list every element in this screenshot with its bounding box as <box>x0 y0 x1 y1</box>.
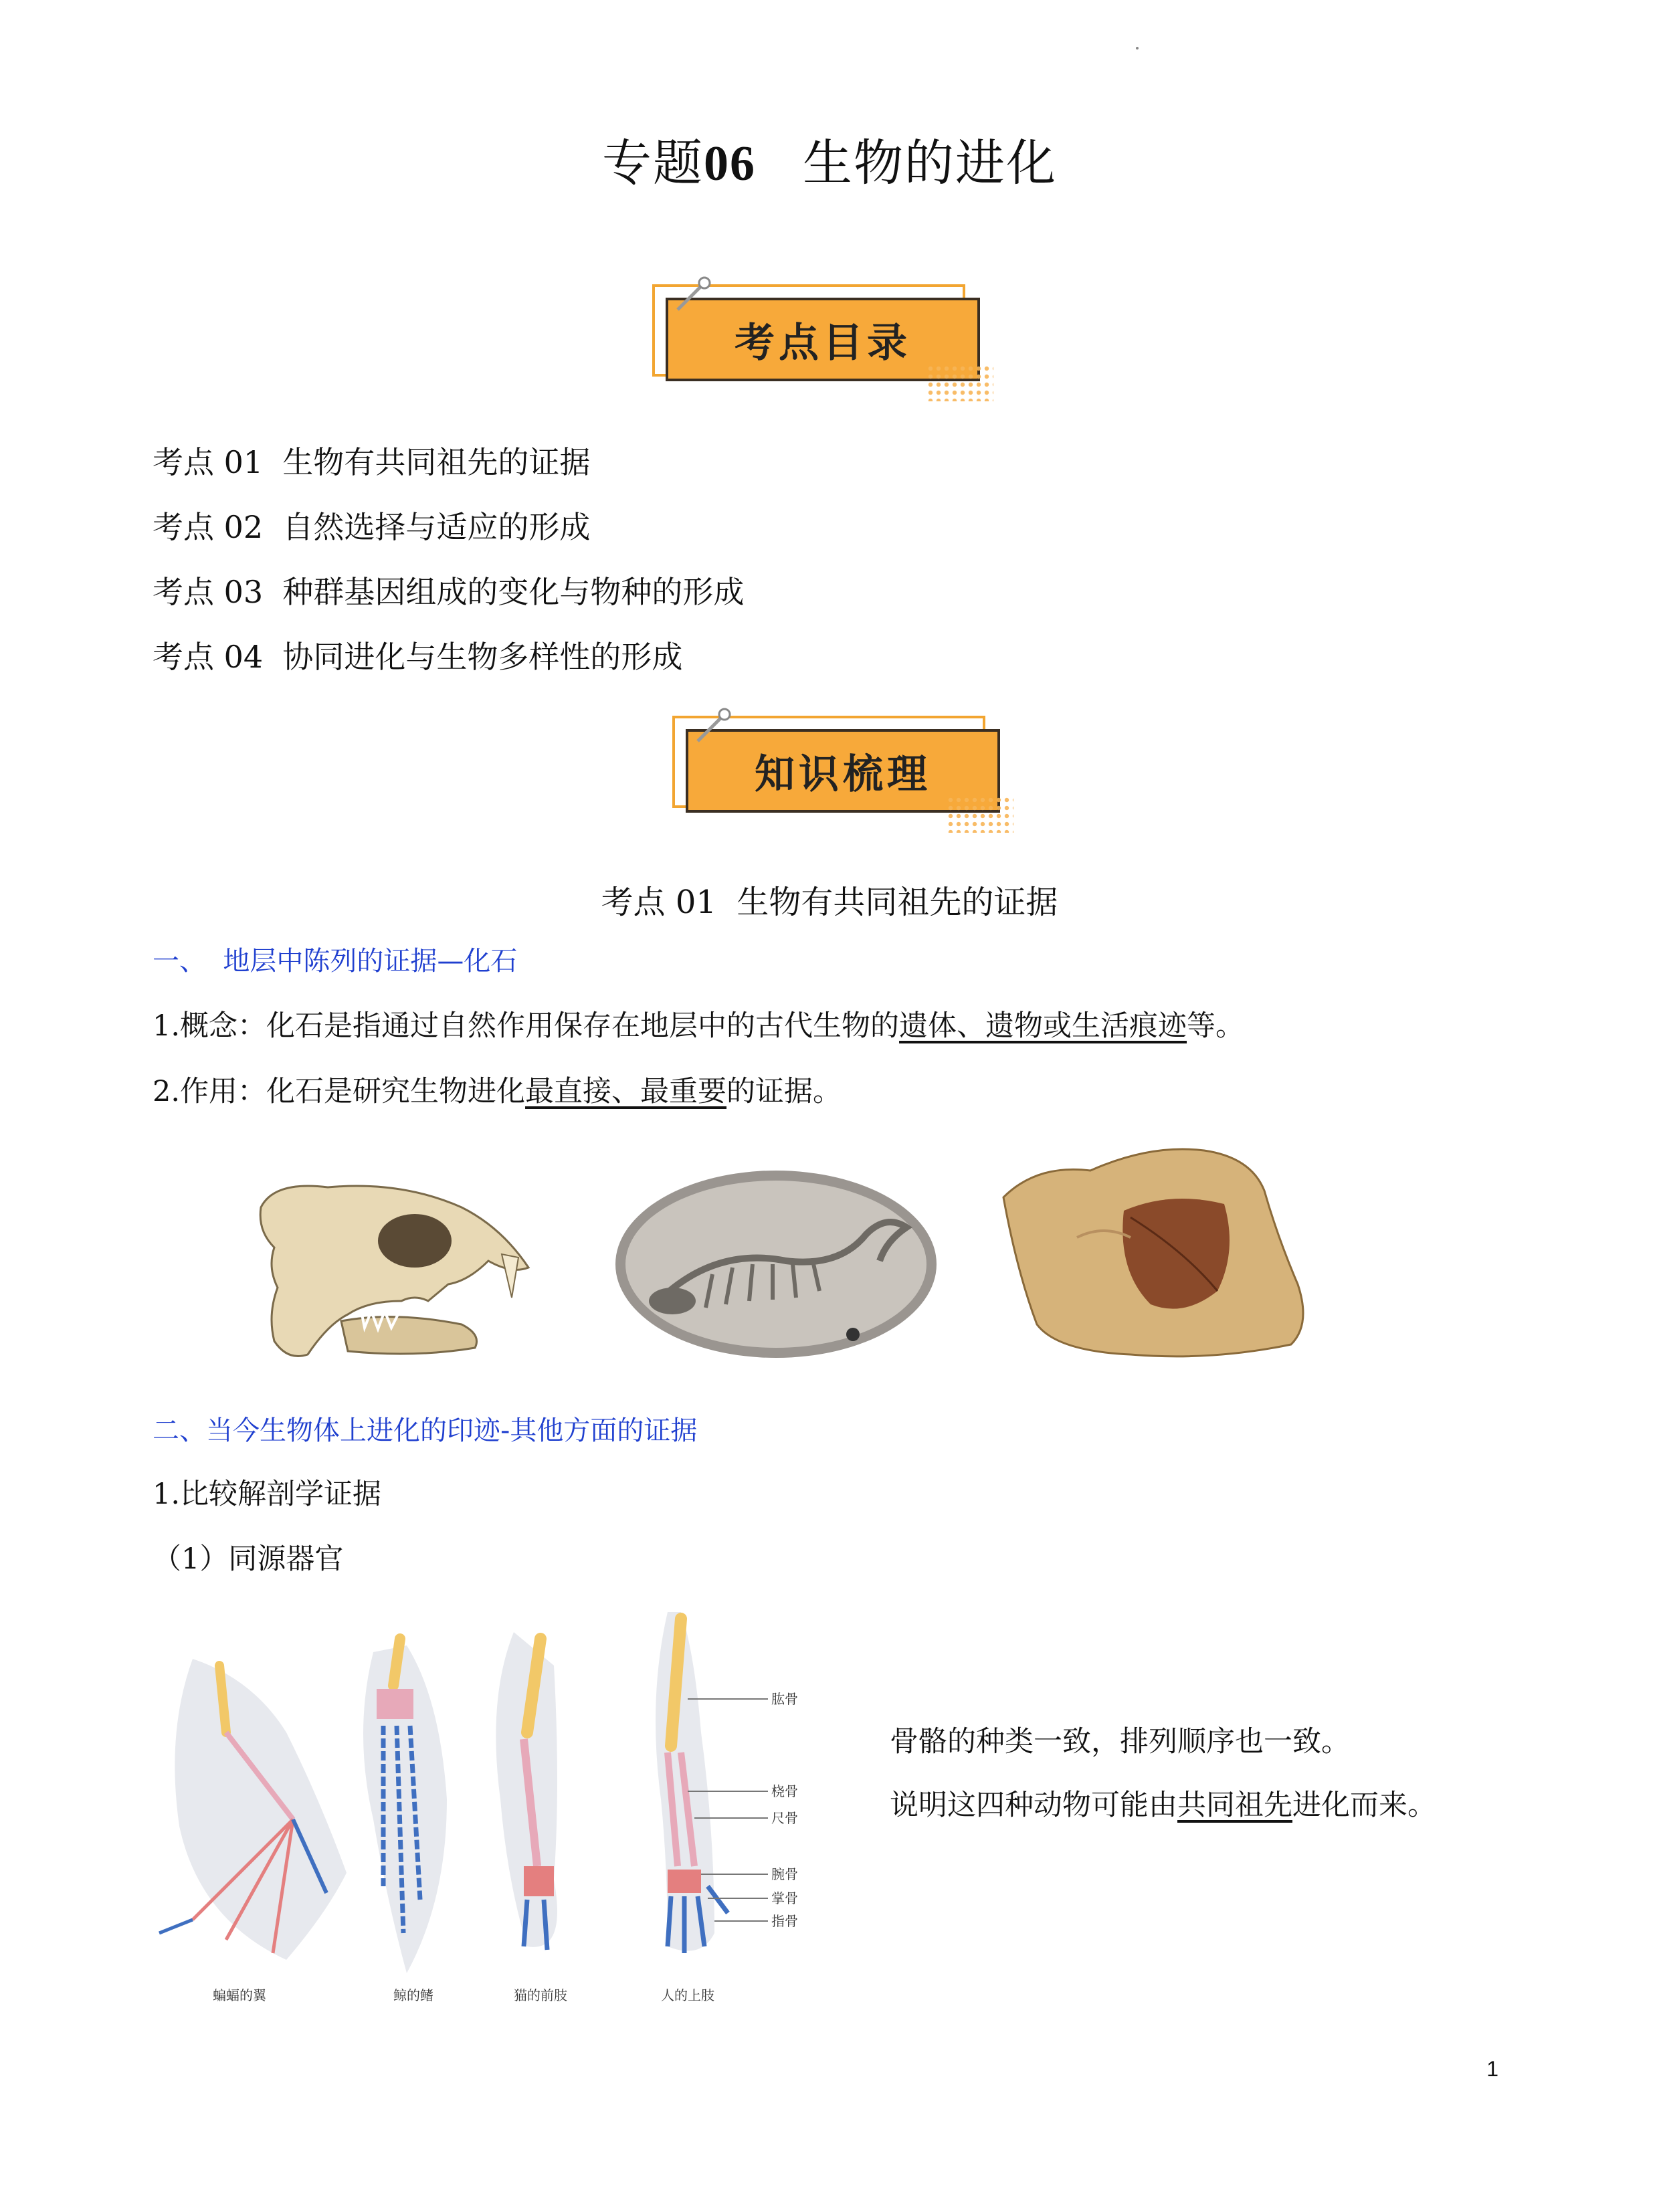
title-prefix: 专题 <box>602 134 704 192</box>
skeleton-fossil-image <box>612 1167 940 1361</box>
page-number: 1 <box>1486 2057 1498 2081</box>
bone-label-carpals: 腕骨 <box>771 1866 798 1882</box>
paragraph-homologous-organs: （1）同源器官 <box>153 1542 344 1576</box>
skull-fossil-image <box>248 1167 555 1368</box>
knowledge-banner-label: 知识梳理 <box>686 729 1000 813</box>
bone-label-humerus: 肱骨 <box>771 1691 798 1707</box>
toc-item-4[interactable]: 考点 04 协同进化与生物多样性的形成 <box>153 639 683 675</box>
title-topic: 生物的进化 <box>803 134 1057 192</box>
homologous-limbs-diagram <box>153 1599 835 2027</box>
bone-label-metacarpals: 掌骨 <box>771 1890 798 1906</box>
limb-label-bat: 蝙蝠的翼 <box>213 1987 266 2003</box>
toc-item-1[interactable]: 考点 01 生物有共同祖先的证据 <box>153 444 591 480</box>
limb-label-human: 人的上肢 <box>661 1987 714 2003</box>
knowledge-banner <box>672 702 1020 836</box>
pin-icon <box>691 708 731 748</box>
title-number: 06 <box>704 136 756 191</box>
top-dot <box>1136 47 1139 49</box>
side-text-ancestor: 说明这四种动物可能由共同祖先进化而来。 <box>890 1789 1436 1822</box>
toc-item-3[interactable]: 考点 03 种群基因组成的变化与物种的形成 <box>153 574 745 610</box>
toc-item-2[interactable]: 考点 02 自然选择与适应的形成 <box>153 509 591 545</box>
bone-label-radius: 桡骨 <box>771 1783 798 1799</box>
paragraph-concept: 1.概念：化石是指通过自然作用保存在地层中的古代生物的遗体、遗物或生活痕迹等。 <box>153 1009 1245 1043</box>
heading-other-evidence: 二、当今生物体上进化的印迹-其他方面的证据 <box>153 1415 698 1446</box>
limb-label-cat: 猫的前肢 <box>514 1987 567 2003</box>
pin-icon <box>671 276 711 316</box>
section-title: 考点 01 生物有共同祖先的证据 <box>601 884 1058 921</box>
bone-label-ulna: 尺骨 <box>771 1810 798 1826</box>
toc-banner <box>652 271 1000 405</box>
bone-label-phalanges: 指骨 <box>771 1913 798 1929</box>
toc-banner-label: 考点目录 <box>666 298 980 381</box>
limb-label-whale: 鲸的鳍 <box>393 1987 433 2003</box>
side-text-bones: 骨骼的种类一致，排列顺序也一致。 <box>890 1725 1350 1758</box>
leaf-fossil-image <box>997 1137 1318 1365</box>
page-title <box>0 124 1659 195</box>
heading-fossil: 一、 地层中陈列的证据—化石 <box>153 946 518 977</box>
paragraph-role: 2.作用：化石是研究生物进化最直接、最重要的证据。 <box>153 1075 842 1108</box>
paragraph-comparative-anatomy: 1.比较解剖学证据 <box>153 1478 382 1511</box>
